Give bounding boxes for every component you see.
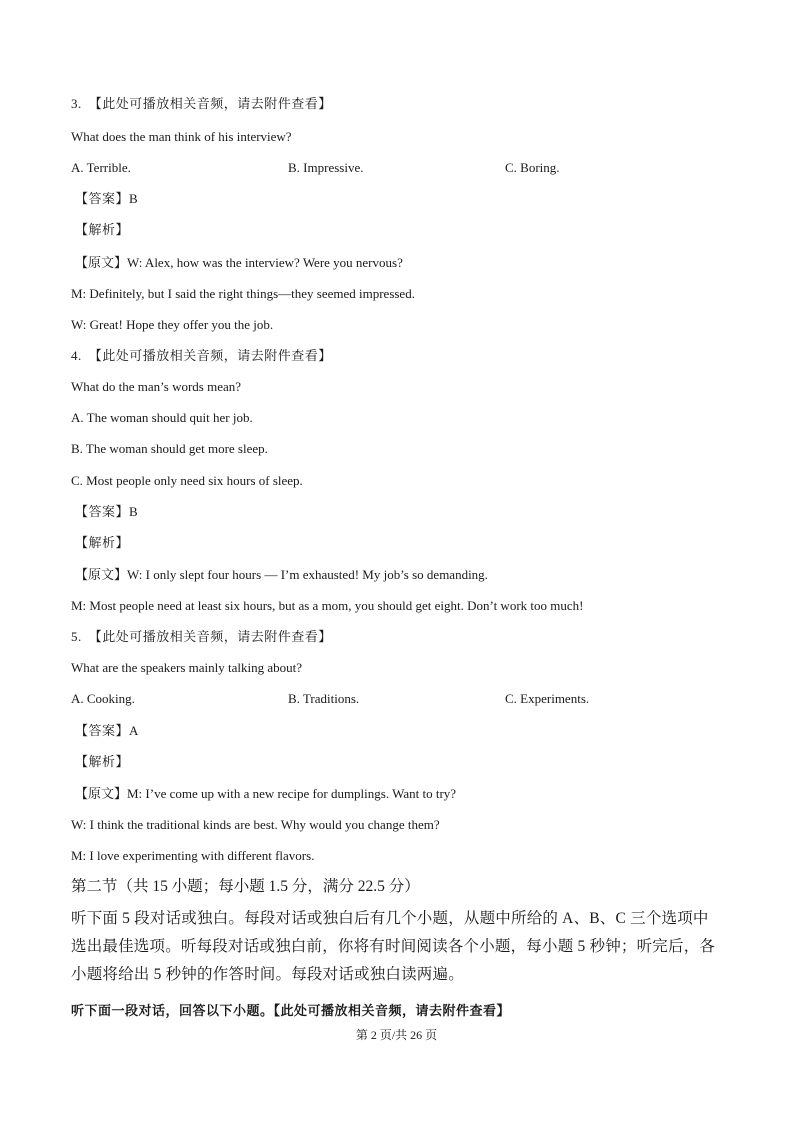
question-4-text: What do the man’s words mean?: [71, 379, 242, 394]
question-3-transcript-line: 【原文】W: Alex, how was the interview? Were you nervous?: [75, 255, 403, 270]
question-4-header: 4. 【此处可播放相关音频，请去附件查看】: [71, 348, 332, 363]
question-3-header: 3. 【此处可播放相关音频，请去附件查看】: [71, 96, 332, 111]
option-c: C. Experiments.: [505, 691, 590, 706]
question-5-transcript-line: M: I love experimenting with different flavors.: [71, 848, 315, 863]
question-5-transcript-line: W: I think the traditional kinds are best. Why would you change them?: [71, 817, 440, 832]
question-4-answer: 【答案】B: [75, 504, 139, 519]
question-5-transcript-line: 【原文】M: I’ve come up with a new recipe for dumplings. Want to try?: [75, 786, 457, 801]
page-number: 第 2 页/共 26 页: [355, 1028, 438, 1042]
option-a: A. The woman should quit her job.: [71, 410, 253, 425]
option-b: B. Traditions.: [288, 691, 360, 706]
section-instructions: 听下面 5 段对话或独白。每段对话或独白后有几个小题，从题中所给的 A、B、C 三个选项中选出最佳选项。听每段对话或独白前，你将有时间阅读各个小题，每小题 5 秒钟；听完后，各小题将给出 5 秒钟的作答时间。每段对话或独白读两遍。: [71, 910, 716, 983]
option-c: C. Boring.: [505, 160, 560, 175]
question-4-transcript-line: 【原文】W: I only slept four hours — I’m exhausted! My job’s so demanding.: [75, 567, 488, 582]
question-5-header: 5. 【此处可播放相关音频，请去附件查看】: [71, 629, 332, 644]
question-5-analysis: 【解析】: [75, 754, 130, 769]
question-3-transcript-line: M: Definitely, but I said the right things—they seemed impressed.: [71, 286, 415, 301]
question-3-answer: 【答案】B: [75, 191, 139, 206]
question-3-transcript-line: W: Great! Hope they offer you the job.: [71, 317, 274, 332]
option-b: B. The woman should get more sleep.: [71, 441, 268, 456]
question-4-transcript-line: M: Most people need at least six hours, but as a mom, you should get eight. Don’t work too much!: [71, 598, 584, 613]
option-a: A. Terrible.: [71, 160, 131, 175]
option-b: B. Impressive.: [288, 160, 364, 175]
section-lead: 听下面一段对话，回答以下小题。【此处可播放相关音频，请去附件查看】: [71, 1003, 511, 1018]
question-5-answer: 【答案】A: [75, 723, 139, 738]
question-5-text: What are the speakers mainly talking about?: [71, 660, 303, 675]
question-3-analysis: 【解析】: [75, 222, 130, 237]
section-title: 第二节（共 15 小题；每小题 1.5 分，满分 22.5 分）: [71, 878, 420, 895]
question-4-analysis: 【解析】: [75, 535, 130, 550]
option-a: A. Cooking.: [71, 691, 135, 706]
question-3-text: What does the man think of his interview?: [71, 129, 292, 144]
option-c: C. Most people only need six hours of sleep.: [71, 473, 303, 488]
